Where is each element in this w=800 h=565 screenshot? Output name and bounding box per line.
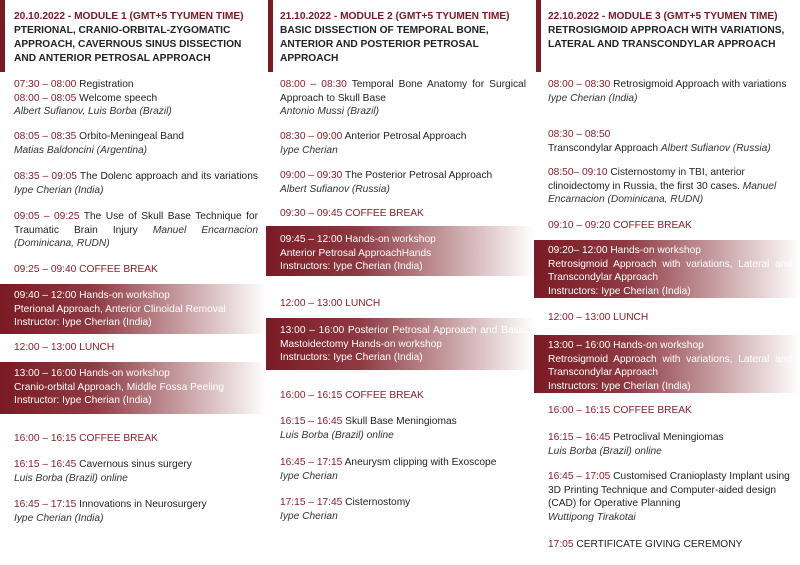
module-2-header (280, 10, 528, 66)
session-title: Customised Cranioplasty Implant using 3D Printing Technique and Computer-aided design (CAD) for Operative Planning (548, 471, 790, 509)
session-item (548, 78, 792, 105)
session-item (548, 470, 792, 524)
session-title: CERTIFICATE GIVING CEREMONY (576, 539, 743, 550)
session-title: Hands-on workshop (613, 340, 704, 351)
module-date: 22.10.2022 (548, 11, 599, 22)
module-3-column (534, 0, 800, 565)
coffee-break: 16:00 – 16:15 COFFEE BREAK (280, 390, 424, 401)
session-time: 13:00 – 16:00 (548, 340, 611, 351)
session-time: 16:15 – 16:45 (14, 459, 77, 470)
session-title: The Dolenc approach and its variations (79, 171, 258, 182)
session-speaker: Iype Cherian (280, 510, 338, 522)
workshop-detail: Cranio-orbital Approach, Middle Fossa Peeling (14, 381, 225, 393)
session-speaker: Iype Cherian (280, 144, 338, 156)
session-time: 08:50– 09:10 (548, 167, 608, 178)
session-speaker: Luis Borba (Brazil) online (280, 429, 394, 441)
session-title: Transcondylar Approach (548, 142, 659, 154)
session-time: 07:30 – 08:00 (14, 79, 77, 90)
module-label: - MODULE 3 (GMT+5 TYUMEN TIME) (601, 11, 778, 22)
workshop-item (280, 324, 526, 365)
session-time: 09:40 – 12:00 (14, 290, 77, 301)
workshop-detail: Retrosigmoid Approach with variations, Lateral and Transcondylar Approach (548, 258, 792, 283)
coffee-break: 16:00 – 16:15 COFFEE BREAK (548, 405, 692, 416)
session-item (280, 169, 526, 196)
workshop-item (14, 367, 258, 408)
lunch-break: 12:00 – 13:00 LUNCH (14, 342, 115, 353)
session-item (14, 130, 258, 157)
session-time: 08:35 – 09:05 (14, 171, 77, 182)
session-item (548, 431, 792, 458)
session-title: Anterior Petrosal Approach (344, 131, 467, 142)
session-item (14, 498, 258, 525)
session-time: 13:00 – 16:00 (14, 368, 77, 379)
lunch-break: 12:00 – 13:00 LUNCH (548, 312, 649, 323)
lunch-break: 12:00 – 13:00 LUNCH (280, 298, 381, 309)
session-speaker: Luis Borba (Brazil) online (14, 472, 128, 484)
session-speaker: Albert Sufianov (Russia) (660, 142, 771, 154)
session-title: Hands-on workshop (79, 368, 170, 379)
session-time: 16:15 – 16:45 (280, 416, 343, 427)
session-time: 16:45 – 17:15 (280, 457, 343, 468)
session-time: 09:00 – 09:30 (280, 170, 343, 181)
session-time: 08:00 – 08:30 (280, 79, 347, 90)
session-item (280, 456, 526, 483)
session-title: Aneurysm clipping with Exoscope (344, 457, 497, 468)
session-item (14, 458, 258, 485)
session-item (280, 415, 526, 442)
session-time: 17:15 – 17:45 (280, 497, 343, 508)
module-1-column (0, 0, 266, 565)
session-title: Orbito-Meningeal Band (79, 131, 184, 142)
module-1-header (14, 10, 260, 66)
module-label: - MODULE 1 (GMT+5 TYUMEN TIME) (67, 11, 244, 22)
workshop-item (14, 289, 258, 330)
session-title: The Posterior Petrosal Approach (344, 170, 493, 181)
header-accent-bar (268, 0, 273, 72)
session-item (280, 130, 526, 157)
coffee-break: 09:30 – 09:45 COFFEE BREAK (280, 208, 424, 219)
session-speaker: Manuel Encarnacion (Dominicana, RUDN) (548, 180, 777, 205)
workshop-band (266, 226, 534, 276)
session-item (14, 78, 258, 119)
workshop-instructor: Instructors: Iype Cherian (India) (280, 261, 423, 272)
session-title: Petroclival Meningiomas (613, 432, 724, 443)
session-speaker: Albert Sufianov, Luis Borba (Brazil) (14, 106, 172, 117)
session-time: 08:00 – 08:05 (14, 92, 77, 104)
session-time: 09:20– 12:00 (548, 245, 608, 256)
session-title: Hands-on workshop (610, 245, 701, 256)
session-title: Hands-on workshop (79, 290, 170, 301)
module-title: PTERIONAL, CRANIO-ORBITAL-ZYGOMATIC APPROACH, CAVERNOUS SINUS DISSECTION AND ANTERIOR PETROSAL APPROACH (14, 25, 242, 64)
session-speaker: Manuel Encarnacion (Dominicana, RUDN) (14, 224, 258, 249)
session-title: Innovations in Neurosurgery (79, 499, 207, 510)
coffee-break: 09:25 – 09:40 COFFEE BREAK (14, 264, 158, 275)
workshop-detail: Pterional Approach, Anterior Clinoidal Removal (14, 303, 226, 315)
session-time: 17:05 (548, 539, 574, 550)
session-time: 16:45 – 17:15 (14, 499, 77, 510)
workshop-instructor: Instructors: Iype Cherian (India) (548, 285, 691, 297)
session-time: 08:00 – 08:30 (548, 79, 611, 90)
session-item (280, 78, 526, 119)
coffee-break: 09:10 – 09:20 COFFEE BREAK (548, 220, 692, 231)
session-item (548, 128, 792, 155)
session-time: 09:05 – 09:25 (14, 211, 80, 222)
session-title: Cavernous sinus surgery (79, 459, 192, 470)
header-accent-bar (536, 0, 541, 72)
session-time: 16:45 – 17:05 (548, 471, 611, 482)
session-title: Registration (79, 79, 134, 90)
workshop-band (0, 362, 266, 414)
workshop-band (266, 318, 534, 370)
session-item (548, 166, 792, 207)
workshop-band (534, 335, 800, 393)
session-title: Posterior Petrosal Approach and Basic Mastoidectomy Hands-on workshop (280, 325, 526, 350)
module-title: RETROSIGMOID APPROACH WITH VARIATIONS, LATERAL AND TRANSCONDYLAR APPROACH (548, 25, 785, 50)
session-title: The Use of Skull Base Technique for Traumatic Brain Injury (14, 211, 258, 236)
module-3-header (548, 10, 794, 52)
session-item (280, 496, 526, 523)
workshop-instructor: Instructor: Iype Cherian (India) (14, 395, 152, 406)
session-speaker: Albert Sufianov (Russia) (280, 183, 390, 195)
session-item (548, 538, 792, 552)
session-speaker: Wuttipong Tirakotai (548, 511, 636, 523)
session-speaker: Luis Borba (Brazil) online (548, 445, 662, 457)
session-speaker: Matias Baldoncini (Argentina) (14, 144, 148, 156)
session-title: Cisternostomy in TBI, anterior clinoidectomy in Russia, the first 30 cases. (548, 167, 745, 192)
session-title: Temporal Bone Anatomy for Surgical Approach to Skull Base (280, 79, 526, 104)
module-label: - MODULE 2 (GMT+5 TYUMEN TIME) (333, 11, 510, 22)
workshop-item (280, 233, 526, 274)
session-title: Skull Base Meningiomas (345, 416, 457, 427)
workshop-band (534, 240, 800, 298)
module-2-column (266, 0, 534, 565)
session-speaker: Antonio Mussi (Brazil) (280, 106, 380, 117)
module-date: 21.10.2022 (280, 11, 331, 22)
workshop-item (548, 339, 792, 393)
session-time: 08:30 – 09:00 (280, 131, 343, 142)
session-title: Retrosigmoid Approach with variations (613, 79, 787, 90)
session-title: Hands-on workshop (345, 234, 436, 245)
session-time: 13:00 – 16:00 (280, 325, 345, 336)
workshop-instructor: Instructors: Iype Cherian (India) (280, 352, 423, 363)
workshop-item (548, 244, 792, 298)
workshop-detail: Anterior Petrosal ApproachHands (280, 247, 432, 259)
session-time: 09:45 – 12:00 (280, 234, 343, 245)
module-title: BASIC DISSECTION OF TEMPORAL BONE, ANTERIOR AND POSTERIOR PETROSAL APPROACH (280, 25, 489, 64)
workshop-detail: Retrosigmoid Approach with variations, Lateral and Transcondylar Approach (548, 353, 792, 378)
session-item (14, 170, 258, 197)
header-accent-bar (0, 0, 5, 72)
module-date: 20.10.2022 (14, 11, 65, 22)
workshop-instructor: Instructor: Iype Cherian (India) (14, 317, 152, 328)
session-time: 08:30 – 08:50 (548, 129, 611, 140)
session-time: 16:15 – 16:45 (548, 432, 611, 443)
session-speaker: Iype Cherian (India) (14, 184, 104, 196)
session-title: Welcome speech (79, 92, 158, 104)
session-speaker: Iype Cherian (280, 470, 338, 482)
workshop-instructor: Instructors: Iype Cherian (India) (548, 380, 691, 392)
session-speaker: Iype Cherian (India) (548, 92, 638, 104)
session-title: Cisternostomy (345, 497, 411, 508)
session-time: 08:05 – 08:35 (14, 131, 77, 142)
workshop-band (0, 284, 266, 334)
coffee-break: 16:00 – 16:15 COFFEE BREAK (14, 433, 158, 444)
session-speaker: Iype Cherian (India) (14, 512, 104, 524)
session-item (14, 210, 258, 251)
